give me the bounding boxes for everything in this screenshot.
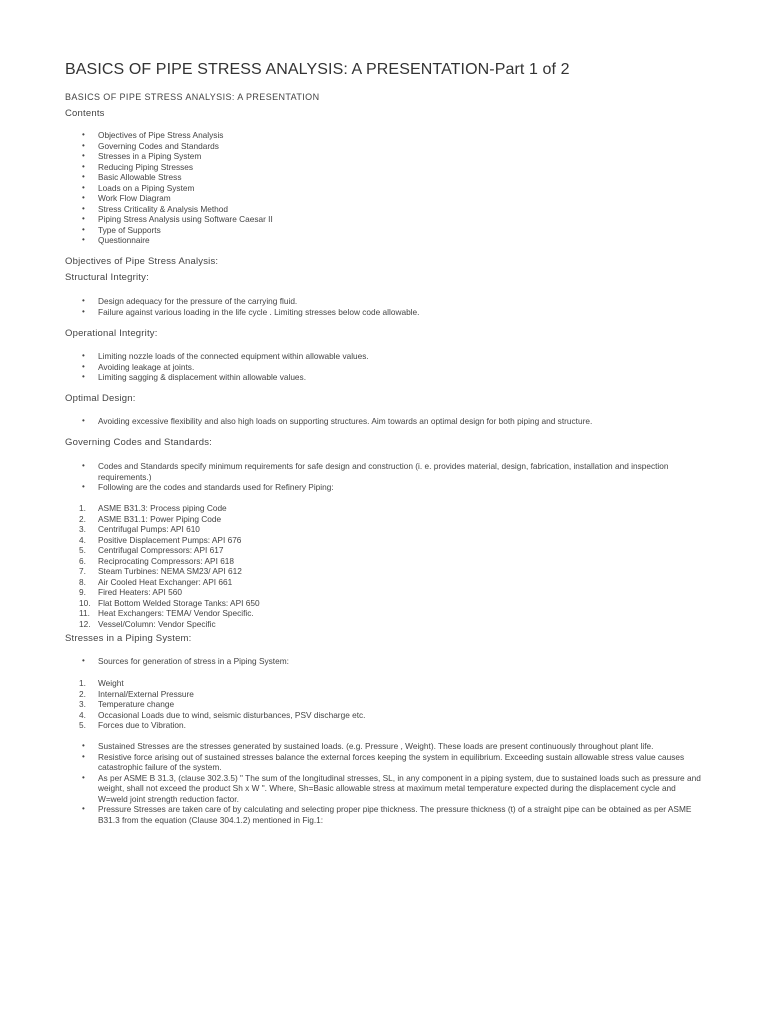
list-item-text: Weight [98, 678, 124, 688]
list-item-number: 11. [79, 608, 90, 618]
codes-bullets [65, 461, 705, 493]
list-item-text: Temperature change [98, 699, 175, 709]
stresses-notes-list [65, 741, 705, 825]
list-item [65, 566, 705, 577]
list-item [65, 503, 705, 514]
list-item-text: Positive Displacement Pumps: API 676 [98, 534, 242, 545]
list-item: • Objectives of Pipe Stress Analysis [65, 130, 705, 141]
list-item: • Failure against various loading in the life cycle . Limiting stresses below code allowable. [65, 307, 705, 318]
list-item: • Pressure Stresses are taken care of by calculating and selecting proper pipe thickness. The pressure thickness (t) of a straight pipe can be obtained as per ASME B31.3 from the equation (Clause 304.1.2) mentioned in Fig.1: [65, 804, 705, 825]
list-item [65, 619, 705, 630]
list-item [65, 689, 705, 700]
list-item [65, 524, 705, 535]
list-item-number: 10. [79, 597, 91, 608]
list-item-text: Occasional Loads due to wind, seismic disturbances, PSV discharge etc. [98, 709, 366, 720]
list-item: • Design adequacy for the pressure of the carrying fluid. [65, 296, 705, 307]
list-item: • Sources for generation of stress in a Piping System: [65, 656, 705, 667]
list-item-text: Steam Turbines: NEMA SM23/ API 612 [98, 566, 242, 576]
list-item-number: 5. [79, 720, 86, 730]
list-item-text: ASME B31.1: Power Piping Code [98, 513, 222, 524]
optimal-design-heading: Optimal Design: [65, 393, 136, 404]
list-item: • Stresses in a Piping System [65, 151, 705, 162]
list-item-number: 3. [79, 524, 86, 534]
optimal-design-list [65, 416, 705, 427]
list-item-number: 12. [79, 618, 91, 629]
list-item-text: Reciprocating Compressors: API 618 [98, 555, 235, 566]
list-item-text: Centrifugal Compressors: API 617 [98, 545, 224, 555]
list-item-number: 2. [79, 688, 86, 699]
list-item: • Type of Supports [65, 225, 705, 236]
list-item-text: Centrifugal Pumps: API 610 [98, 524, 200, 534]
operational-integrity-heading: Operational Integrity: [65, 328, 158, 339]
list-item: • Codes and Standards specify minimum requirements for safe design and construction (i. e. provides material, design, fabrication, installation and inspection requirements.) [65, 461, 705, 482]
objectives-heading: Objectives of Pipe Stress Analysis: [65, 256, 219, 267]
codes-numbered-list [65, 503, 705, 629]
list-item: • Stress Criticality & Analysis Method [65, 204, 705, 215]
list-item [65, 598, 705, 609]
list-item [65, 699, 705, 710]
list-item: • Piping Stress Analysis using Software Caesar II [65, 214, 705, 225]
list-item: • Work Flow Diagram [65, 193, 705, 204]
list-item-text: Internal/External Pressure [98, 688, 194, 699]
structural-integrity-heading: Structural Integrity: [65, 272, 149, 283]
operational-integrity-list [65, 351, 705, 383]
contents-list [65, 130, 705, 246]
list-item-number: 5. [79, 545, 86, 555]
list-item-number: 1. [79, 678, 86, 688]
structural-integrity-list [65, 296, 705, 317]
list-item [65, 608, 705, 619]
list-item-text: Fired Heaters: API 560 [98, 587, 182, 597]
list-item: • Avoiding leakage at joints. [65, 362, 705, 373]
list-item [65, 514, 705, 525]
list-item-text: Air Cooled Heat Exchanger: API 661 [98, 576, 233, 587]
list-item [65, 535, 705, 546]
list-item-number: 6. [79, 555, 86, 566]
list-item-number: 4. [79, 709, 86, 720]
stresses-bullet [65, 656, 705, 667]
codes-heading: Governing Codes and Standards: [65, 437, 213, 448]
list-item: • Following are the codes and standards used for Refinery Piping: [65, 482, 705, 493]
list-item: • Avoiding excessive flexibility and also high loads on supporting structures. Aim towards an optimal design for both piping and structure. [65, 416, 705, 427]
list-item: • Questionnaire [65, 235, 705, 246]
list-item-text: ASME B31.3: Process piping Code [98, 503, 227, 513]
list-item [65, 587, 705, 598]
document-subtitle: BASICS OF PIPE STRESS ANALYSIS: A PRESENTATION [65, 92, 320, 102]
list-item-number: 7. [79, 566, 86, 576]
contents-heading: Contents [65, 108, 105, 119]
list-item-text: Forces due to Vibration. [98, 720, 186, 730]
list-item: • Loads on a Piping System [65, 183, 705, 194]
list-item-text: Vessel/Column: Vendor Specific [98, 618, 216, 629]
list-item [65, 720, 705, 731]
page-title: BASICS OF PIPE STRESS ANALYSIS: A PRESENTATION-Part 1 of 2 [65, 61, 570, 78]
list-item: • Limiting sagging & displacement within allowable values. [65, 372, 705, 383]
list-item: • Limiting nozzle loads of the connected equipment within allowable values. [65, 351, 705, 362]
list-item-number: 8. [79, 576, 86, 587]
list-item: • Governing Codes and Standards [65, 141, 705, 152]
list-item [65, 710, 705, 721]
list-item: • Sustained Stresses are the stresses generated by sustained loads. (e.g. Pressure , Weight). These loads are present continuously throughout plant life. [65, 741, 705, 752]
list-item-number: 4. [79, 534, 86, 545]
list-item [65, 577, 705, 588]
list-item-number: 9. [79, 587, 86, 597]
list-item [65, 545, 705, 556]
stresses-heading: Stresses in a Piping System: [65, 633, 192, 644]
list-item: • Reducing Piping Stresses [65, 162, 705, 173]
list-item [65, 678, 705, 689]
list-item-number: 1. [79, 503, 86, 513]
list-item-text: Flat Bottom Welded Storage Tanks: API 650 [98, 597, 260, 608]
list-item-number: 2. [79, 513, 86, 524]
list-item [65, 556, 705, 567]
list-item-text: Heat Exchangers: TEMA/ Vendor Specific. [98, 608, 254, 618]
list-item: • As per ASME B 31.3, (clause 302.3.5) " The sum of the longitudinal stresses, SL, in any component in a piping system, due to sustained loads such as pressure and weight, shall not exceed the product Sh x W ". Where, Sh=Basic allowable stress at maximum metal temperature expected during the displacement cycle and W=weld joint strength reduction factor. [65, 773, 705, 805]
stresses-numbered-list [65, 678, 705, 731]
list-item-number: 3. [79, 699, 86, 709]
list-item: • Resistive force arising out of sustained stresses balance the external forces keeping the system in equilibrium. Exceeding sustain allowable stress value causes catastrophic failure of the system. [65, 752, 705, 773]
list-item: • Basic Allowable Stress [65, 172, 705, 183]
